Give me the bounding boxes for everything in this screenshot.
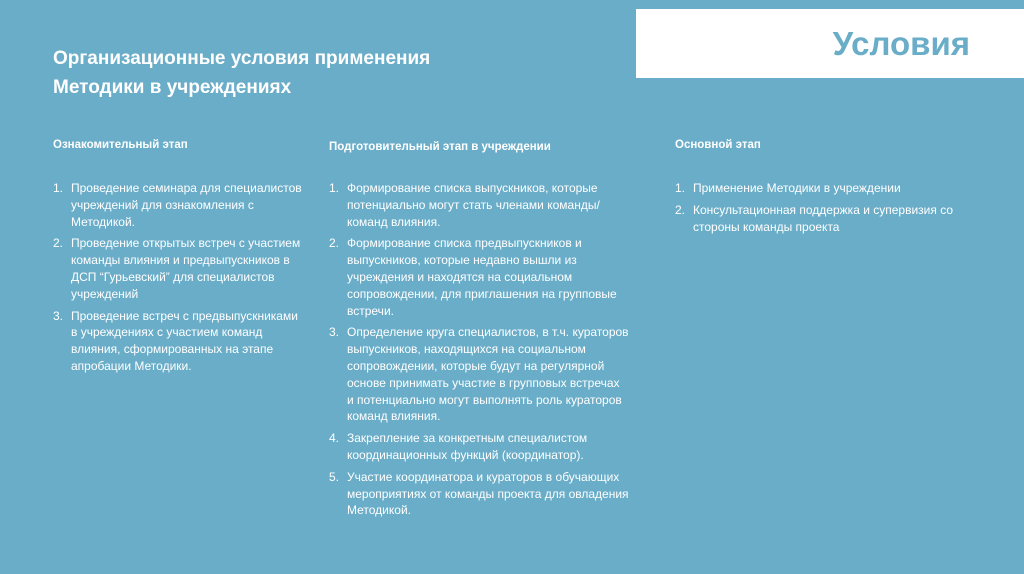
- column-heading: Основной этап: [675, 139, 761, 151]
- stage-list: [675, 180, 965, 235]
- column-heading: Ознакомительный этап: [53, 139, 188, 151]
- column-heading: Подготовительный этап в учреждении: [329, 141, 551, 153]
- list-item: 4. Закрепление за конкретным специалистом координационных функций (координатор).: [329, 431, 588, 462]
- list-item: 3. Проведение встреч с предвыпускниками в учреждениях с участием команд влияния, сформированных на этапе апробации Методики.: [53, 308, 298, 373]
- list-item: 2. Консультационная поддержка и супервизия со стороны команды проекта: [675, 202, 954, 234]
- stage-list: [53, 180, 303, 375]
- page-title-line-2: Методики в учреждениях: [53, 77, 292, 98]
- column-introductory-stage: [53, 138, 303, 380]
- stage-list: [329, 180, 629, 519]
- column-main-stage: [675, 138, 965, 240]
- list-item: 5. Участие координатора и кураторов в обучающих мероприятиях от команды проекта для овладения Методикой.: [329, 469, 629, 518]
- section-badge-label: Условия: [832, 25, 970, 62]
- column-preparatory-stage: [329, 140, 629, 524]
- list-item: 2. Проведение открытых встреч с участием команды влияния и предвыпускников в ДСП “Гурьевский” для специалистов учреждений: [53, 236, 301, 301]
- list-item: 2. Формирование списка предвыпускников и выпускников, которые недавно вышли из учреждения и находятся на социальном сопровождении, для приглашения на групповые встречи.: [329, 236, 617, 318]
- list-item: 3. Определение круга специалистов, в т.ч. кураторов выпускников, находящихся на социальном сопровождении, которые будут на регулярной основе принимать участие в групповых встречах и потенциально могут выполнять роль кураторов команд влияния.: [329, 325, 629, 424]
- page-title-line-1: Организационные условия применения: [53, 48, 431, 69]
- list-item: 1. Формирование списка выпускников, которые потенциально могут стать членами команды/команд влияния.: [329, 181, 600, 229]
- list-item: 1. Применение Методики в учреждении: [675, 181, 901, 195]
- page-title: [53, 44, 430, 102]
- section-badge: [636, 9, 1024, 78]
- list-item: 1. Проведение семинара для специалистов учреждений для ознакомления с Методикой.: [53, 181, 302, 229]
